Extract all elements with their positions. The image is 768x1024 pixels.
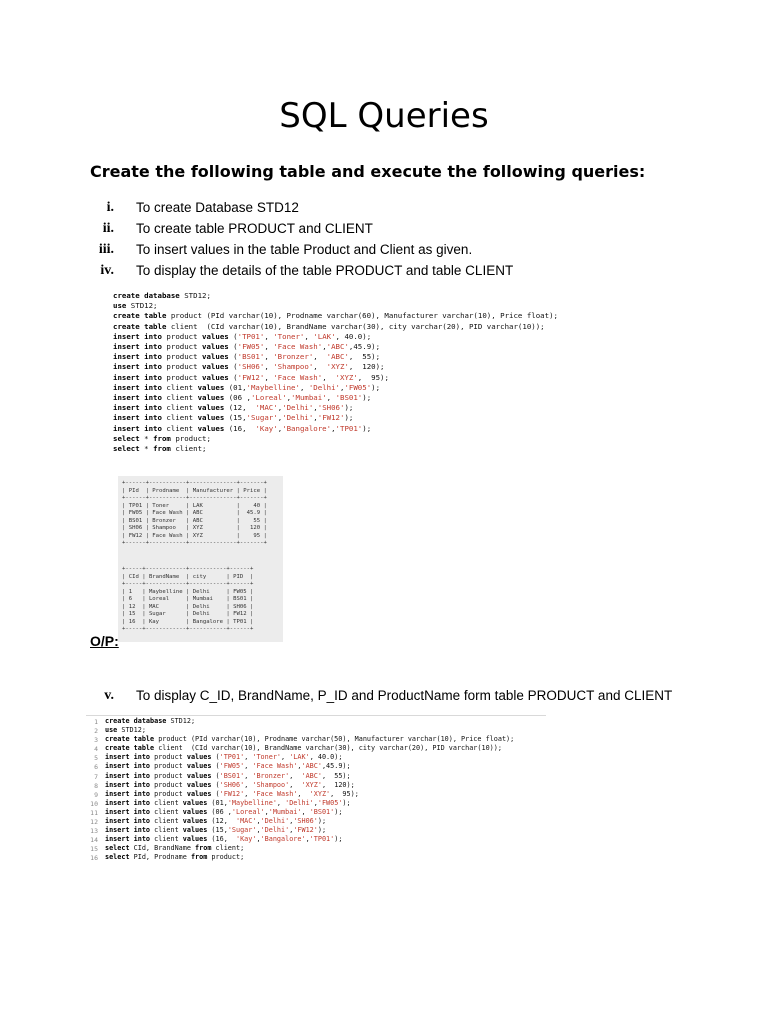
line-number: 9 [94, 790, 98, 799]
line-number: 10 [90, 799, 98, 808]
line-number: 1 [94, 718, 98, 726]
output-label: O/P: [90, 633, 119, 649]
section-heading: Create the following table and execute the following queries: [90, 162, 646, 181]
sql-code-block-2: create database STD12; use STD12; create table product (PId varchar(10), Prodname varchar(50), Manufacturer varchar(10), Price float); create table client (CId varchar(10), BrandName varchar(30), city varchar(20), PID varchar(10)); insert into product values ('TP01', 'Toner', 'LAK', 40.0); insert into product values ('FW05', 'Face Wash','ABC',45.9); insert into product values ('BS01', 'Bronzer', 'ABC', 55); insert into product values ('SH06', 'Shampoo', 'XYZ', 120); insert into product values ('FW12', 'Face Wash', 'XYZ', 95); insert into client values (01,'Maybelline', 'Delhi','FW05'); insert into client values (06 ,'Loreal','Mumbai', 'BS01'); insert into client values (12, 'MAC','Delhi','SH06'); insert into client values (15,'Sugar','Delhi','FW12'); insert into client values (16, 'Kay','Bangalore','TP01'); select CId, BrandName from client; select PId, Prodname from product; [105, 717, 515, 862]
task-text: To create Database STD12 [136, 200, 299, 215]
task-text: To insert values in the table Product and Client as given. [136, 242, 473, 257]
line-number: 3 [94, 736, 98, 745]
task-number: i. [106, 200, 114, 215]
task-text: To create table PRODUCT and CLIENT [136, 221, 373, 236]
task-number: iii. [98, 242, 114, 257]
line-number: 14 [90, 836, 98, 845]
line-number: 16 [90, 854, 98, 863]
line-number: 2 [94, 727, 98, 736]
line-number: 12 [90, 818, 98, 827]
line-number: 5 [94, 754, 98, 763]
page-title: SQL Queries [279, 96, 489, 136]
task-number: iv. [100, 263, 114, 278]
line-number: 13 [90, 827, 98, 836]
line-number-gutter [86, 718, 98, 864]
client-table-output: +-----+------------+-----------+------+ | CId | BrandName | city | PID | +-----+------------+-----------+------+ | 1 | Maybelline | Delhi | FW05 | | 6 | Loreal | Mumbai | BS01 | | 12 | MAC | Delhi | SH06 | | 15 | Sugar | Delhi | FW12 | | 16 | Kay | Bangalore | TP01 | +-----+------------+-----------+------+ [122, 566, 254, 632]
line-number: 15 [90, 845, 98, 854]
sql-code-block: create database STD12; use STD12; create table product (PId varchar(10), Prodname varchar(60), Manufacturer varchar(10), Price float); create table client (CId varchar(10), BrandName varchar(30), city varchar(20), PID varchar(10)); insert into product values ('TP01', 'Toner', 'LAK', 40.0); insert into product values ('FW05', 'Face Wash','ABC',45.9); insert into product values ('BS01', 'Bronzer', 'ABC', 55); insert into product values ('SH06', 'Shampoo', 'XYZ', 120); insert into product values ('FW12', 'Face Wash', 'XYZ', 95); insert into client values (01,'Maybelline', 'Delhi','FW05'); insert into client values (06 ,'Loreal','Mumbai', 'BS01'); insert into client values (12, 'MAC','Delhi','SH06'); insert into client values (15,'Sugar','Delhi','FW12'); insert into client values (16, 'Kay','Bangalore','TP01'); select * from product; select * from client; [113, 291, 558, 454]
task-number: ii. [102, 221, 114, 236]
product-table-output: +------+-----------+--------------+-------+ | PId | Prodname | Manufacturer | Price | +------+-----------+--------------+-------+ | TP01 | Toner | LAK | 40 | | FW05 | Face Wash | ABC | 45.9 | | BS01 | Bronzer | ABC | 55 | | SH06 | Shampoo | XYZ | 120 | | FW12 | Face Wash | XYZ | 95 | +------+-----------+--------------+-------+ [122, 480, 267, 546]
line-number: 11 [90, 808, 98, 817]
line-number: 7 [94, 772, 98, 781]
task-text: To display C_ID, BrandName, P_ID and ProductName form table PRODUCT and CLIENT [136, 688, 673, 703]
line-number: 6 [94, 763, 98, 772]
line-number: 8 [94, 781, 98, 790]
line-number: 4 [94, 745, 98, 754]
task-number: v. [104, 688, 114, 703]
task-text: To display the details of the table PRODUCT and table CLIENT [136, 263, 514, 278]
